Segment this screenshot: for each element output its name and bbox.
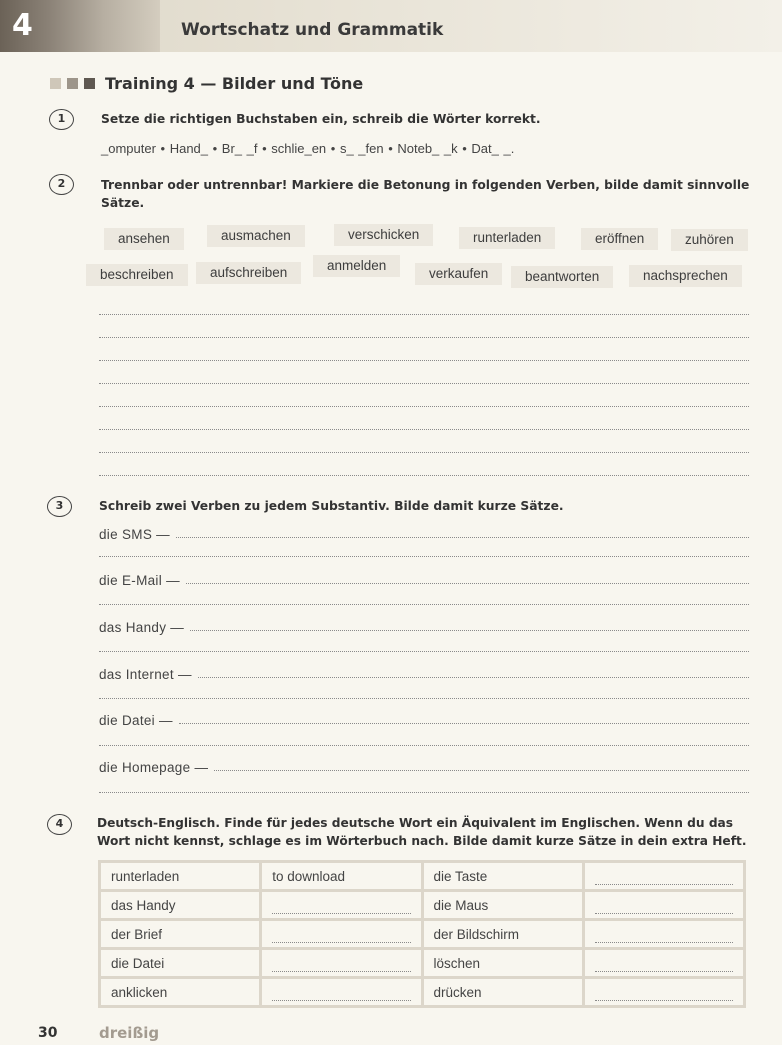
- answer-line[interactable]: [99, 745, 749, 746]
- page-number: 30: [38, 1025, 58, 1041]
- answer-cell[interactable]: [585, 892, 743, 918]
- noun-row: [99, 570, 749, 588]
- table-cell: die Datei: [101, 950, 259, 976]
- answer-line[interactable]: [179, 723, 749, 724]
- noun-label: die Homepage —: [99, 760, 209, 775]
- exercise-4-instruction-line: Deutsch-Englisch. Finde für jedes deutsche Wort ein Äquivalent im Englischen. Wenn du das: [97, 816, 734, 830]
- answer-line[interactable]: [99, 556, 749, 557]
- noun-label: das Internet —: [99, 667, 192, 682]
- verb-chip: eröffnen: [581, 228, 658, 250]
- verb-chip: verkaufen: [415, 263, 502, 285]
- noun-label: die Datei —: [99, 713, 173, 728]
- answer-cell[interactable]: [262, 979, 420, 1005]
- answer-cell[interactable]: [585, 863, 743, 889]
- training-heading: [50, 72, 363, 94]
- verb-chip: runterladen: [459, 227, 555, 249]
- answer-line[interactable]: [595, 871, 733, 885]
- table-cell: der Bildschirm: [424, 921, 582, 947]
- answer-line[interactable]: [595, 987, 733, 1001]
- answer-line[interactable]: [99, 429, 749, 430]
- table-cell: der Brief: [101, 921, 259, 947]
- verb-chip: zuhören: [671, 229, 748, 251]
- table-cell: die Taste: [424, 863, 582, 889]
- exercise-number-3: 3: [47, 496, 72, 517]
- table-row: [101, 863, 743, 889]
- answer-line[interactable]: [190, 630, 749, 631]
- answer-line[interactable]: [99, 651, 749, 652]
- noun-row: [99, 664, 749, 682]
- table-row: [101, 950, 743, 976]
- verb-chip: beantworten: [511, 266, 613, 288]
- answer-line[interactable]: [99, 475, 749, 476]
- answer-line[interactable]: [214, 770, 749, 771]
- exercise-3-instruction: Schreib zwei Verben zu jedem Substantiv. Bilde damit kurze Sätze.: [99, 499, 564, 513]
- exercise-1-instruction: Setze die richtigen Buchstaben ein, schreib die Wörter korrekt.: [101, 112, 541, 126]
- table-row: [101, 892, 743, 918]
- page-title: Wortschatz und Grammatik: [181, 20, 444, 40]
- answer-line[interactable]: [99, 383, 749, 384]
- square-icon: [84, 78, 95, 89]
- answer-line[interactable]: [595, 929, 733, 943]
- answer-cell[interactable]: [585, 950, 743, 976]
- table-row: [101, 921, 743, 947]
- table-cell: das Handy: [101, 892, 259, 918]
- noun-label: die E-Mail —: [99, 573, 180, 588]
- exercise-number-1: 1: [49, 109, 74, 130]
- verb-chip: aufschreiben: [196, 262, 301, 284]
- training-title: Training 4 — Bilder und Töne: [105, 73, 364, 93]
- answer-line[interactable]: [99, 604, 749, 605]
- exercise-1-words: _omputer • Hand_ • Br_ _f • schlie_en • s_ _fen • Noteb_ _k • Dat_ _.: [101, 141, 515, 156]
- answer-line[interactable]: [99, 337, 749, 338]
- noun-row: [99, 524, 749, 542]
- exercise-2-instruction-line: Sätze.: [101, 196, 145, 210]
- answer-cell[interactable]: [262, 921, 420, 947]
- answer-line[interactable]: [272, 958, 410, 972]
- verb-chip: beschreiben: [86, 264, 188, 286]
- exercise-2-instruction-line: Trennbar oder untrennbar! Markiere die Betonung in folgenden Verben, bilde damit sinnvolle: [101, 178, 750, 192]
- page-number-word: dreißig: [99, 1024, 160, 1042]
- answer-line[interactable]: [186, 583, 749, 584]
- noun-row: [99, 617, 749, 635]
- table-cell: die Maus: [424, 892, 582, 918]
- chapter-number: 4: [12, 8, 33, 43]
- verb-chip: ausmachen: [207, 225, 305, 247]
- chapter-badge: [0, 0, 160, 52]
- vocabulary-table: [98, 860, 746, 1008]
- exercise-4-instruction: [97, 814, 746, 850]
- answer-line[interactable]: [99, 360, 749, 361]
- noun-label: die SMS —: [99, 527, 170, 542]
- table-cell: to download: [262, 863, 420, 889]
- answer-line[interactable]: [595, 900, 733, 914]
- answer-line[interactable]: [99, 698, 749, 699]
- answer-line[interactable]: [176, 537, 749, 538]
- answer-line[interactable]: [99, 792, 749, 793]
- exercise-number-4: 4: [47, 814, 72, 835]
- table-cell: anklicken: [101, 979, 259, 1005]
- answer-line[interactable]: [198, 677, 749, 678]
- table-row: [101, 979, 743, 1005]
- verb-chip: ansehen: [104, 228, 184, 250]
- noun-row: [99, 757, 749, 775]
- table-cell: löschen: [424, 950, 582, 976]
- table-cell: drücken: [424, 979, 582, 1005]
- answer-line[interactable]: [99, 452, 749, 453]
- exercise-4-instruction-line: Wort nicht kennst, schlage es im Wörterbuch nach. Bilde damit kurze Sätze in dein extra Heft.: [97, 834, 747, 848]
- answer-cell[interactable]: [585, 979, 743, 1005]
- answer-line[interactable]: [99, 406, 749, 407]
- answer-line[interactable]: [272, 987, 410, 1001]
- answer-cell[interactable]: [262, 892, 420, 918]
- square-icon: [67, 78, 78, 89]
- table-cell: runterladen: [101, 863, 259, 889]
- answer-cell[interactable]: [585, 921, 743, 947]
- noun-row: [99, 710, 749, 728]
- answer-line[interactable]: [99, 314, 749, 315]
- verb-chip: verschicken: [334, 224, 433, 246]
- exercise-number-2: 2: [49, 174, 74, 195]
- answer-line[interactable]: [272, 900, 410, 914]
- square-icon: [50, 78, 61, 89]
- answer-line[interactable]: [595, 958, 733, 972]
- answer-cell[interactable]: [262, 950, 420, 976]
- verb-chip: anmelden: [313, 255, 400, 277]
- answer-line[interactable]: [272, 929, 410, 943]
- noun-label: das Handy —: [99, 620, 185, 635]
- exercise-2-instruction: [101, 176, 749, 212]
- verb-chip: nachsprechen: [629, 265, 742, 287]
